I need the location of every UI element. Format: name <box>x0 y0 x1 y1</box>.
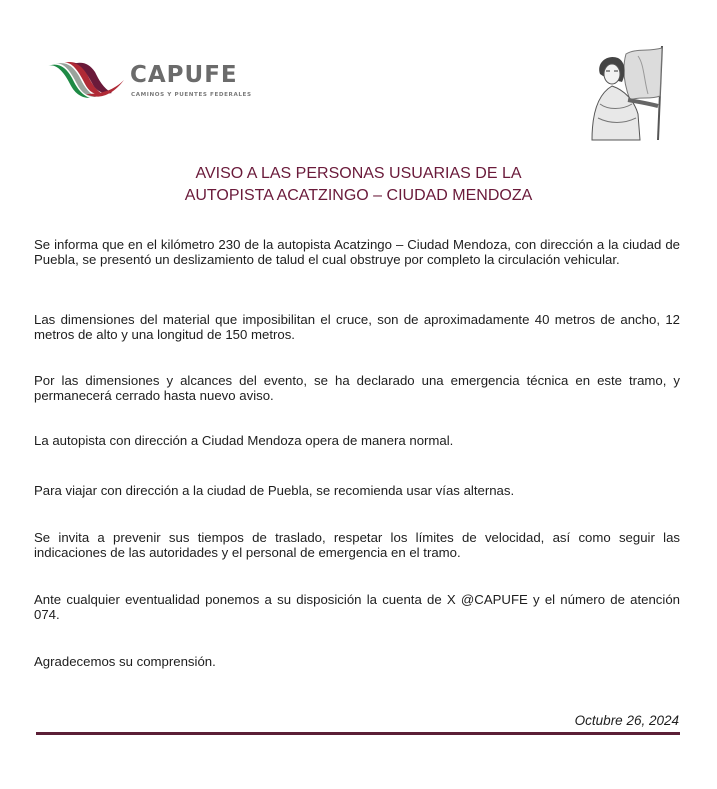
paragraph-7: Ante cualquier eventualidad ponemos a su disposición la cuenta de X @CAPUFE y el número de atención 074. <box>34 592 680 622</box>
footer-divider <box>36 732 680 735</box>
paragraph-5: Para viajar con dirección a la ciudad de Puebla, se recomienda usar vías alternas. <box>34 483 515 498</box>
paragraph-3: Por las dimensiones y alcances del evento, se ha declarado una emergencia técnica en este tramo, y permanecerá cerrado hasta nuevo aviso. <box>34 373 680 403</box>
paragraph-1: Se informa que en el kilómetro 230 de la autopista Acatzingo – Ciudad Mendoza, con dirección a la ciudad de Puebla, se presentó un deslizamiento de talud el cual obstruye por completo la circulación vehicular. <box>34 237 680 267</box>
title-line-2: AUTOPISTA ACATZINGO – CIUDAD MENDOZA <box>184 187 533 204</box>
woman-with-flag-emblem-icon <box>578 44 670 142</box>
paragraph-6: Se invita a prevenir sus tiempos de traslado, respetar los límites de velocidad, así como seguir las indicaciones de las autoridades y el personal de emergencia en el tramo. <box>34 530 680 560</box>
paragraph-4: La autopista con dirección a Ciudad Mendoza opera de manera normal. <box>34 433 454 448</box>
capufe-ribbon-icon <box>46 58 126 102</box>
title-line-1: AVISO A LAS PERSONAS USUARIAS DE LA <box>195 165 522 182</box>
paragraph-2: Las dimensiones del material que imposibilitan el cruce, son de aproximadamente 40 metros de ancho, 12 metros de alto y una longitud de 150 metros. <box>34 312 680 342</box>
paragraph-8: Agradecemos su comprensión. <box>34 654 216 669</box>
notice-date: Octubre 26, 2024 <box>574 713 679 728</box>
logo-name: CAPUFE <box>130 62 238 88</box>
logo-subtitle: CAMINOS Y PUENTES FEDERALES <box>131 92 252 98</box>
capufe-logo <box>46 54 256 104</box>
